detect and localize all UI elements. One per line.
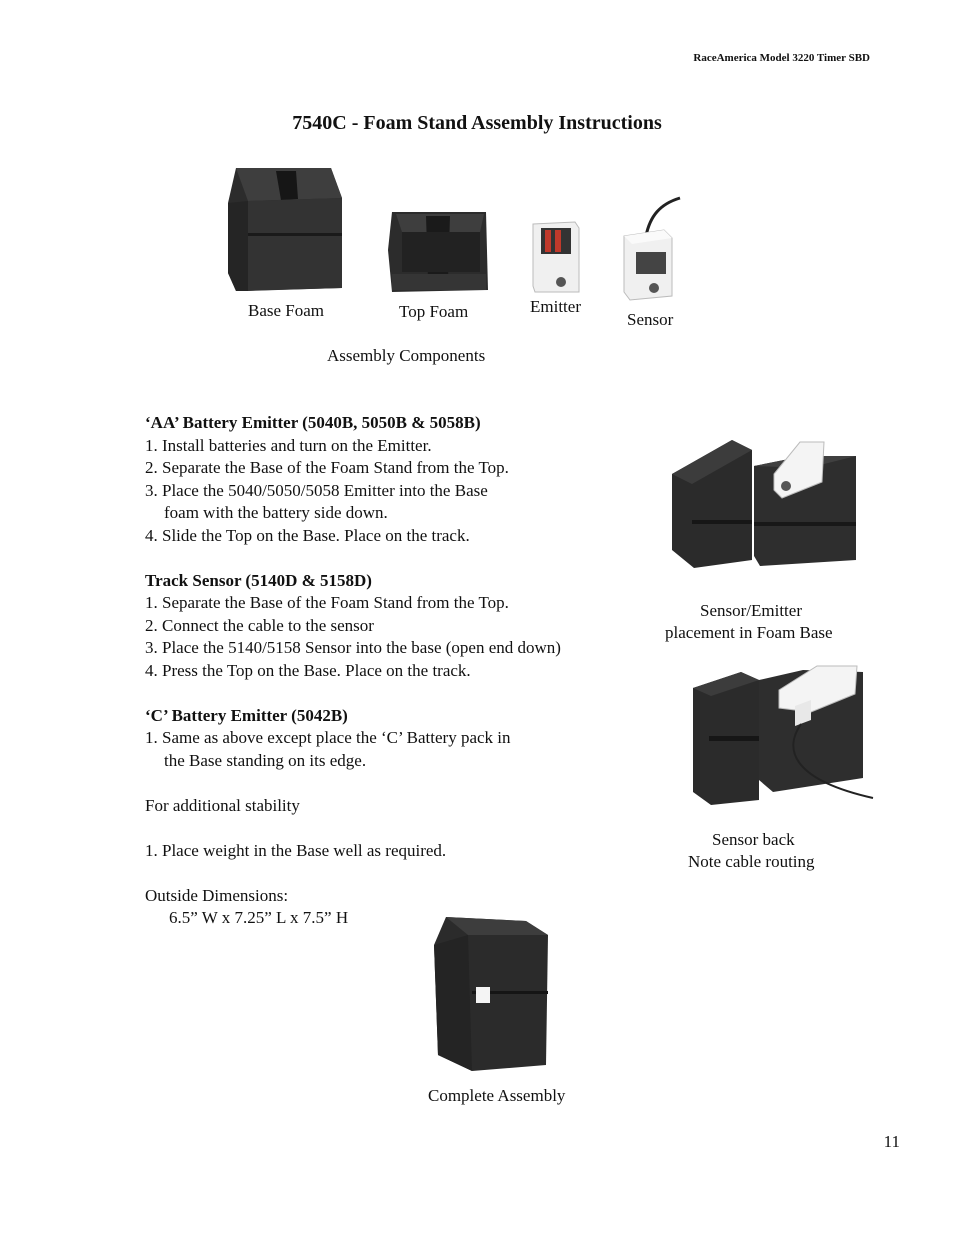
running-header: RaceAmerica Model 3220 Timer SBD <box>693 52 870 64</box>
c-heading: ‘C’ Battery Emitter (5042B) <box>145 705 348 725</box>
top-foam-image <box>388 210 490 294</box>
track-step-3: 3. Place the 5140/5158 Sensor into the base (open end down) <box>145 638 561 657</box>
emitter-image <box>531 220 581 294</box>
aa-step-4: 4. Slide the Top on the Base. Place on the track. <box>145 525 470 545</box>
complete-assembly-caption: Complete Assembly <box>428 1086 566 1105</box>
page-number: 11 <box>883 1132 900 1151</box>
base-foam-caption: Base Foam <box>248 301 325 320</box>
aa-step-3: 3. Place the 5040/5050/5058 Emitter into the Base <box>145 480 488 500</box>
aa-step-2: 2. Separate the Base of the Foam Stand from the Top. <box>145 458 509 477</box>
track-step-2: 2. Connect the cable to the sensor <box>145 615 374 635</box>
page-title: 7540C - Foam Stand Assembly Instructions <box>292 112 662 134</box>
placement-caption-2: placement in Foam Base <box>665 623 833 642</box>
dimensions-value: 6.5” W x 7.25” L x 7.5” H <box>169 908 349 927</box>
instructions-column <box>145 412 625 930</box>
track-step-4: 4. Press the Top on the Base. Place on the track. <box>145 660 471 680</box>
track-heading: Track Sensor (5140D & 5158D) <box>145 570 372 590</box>
complete-assembly-image <box>432 915 550 1071</box>
sensor-back-caption-2: Note cable routing <box>688 852 815 871</box>
assembly-components-caption: Assembly Components <box>327 346 486 365</box>
placement-image <box>670 438 858 568</box>
sensor-image <box>620 196 684 302</box>
track-step-1: 1. Separate the Base of the Foam Stand from the Top. <box>145 593 509 612</box>
sensor-back-image <box>683 660 873 805</box>
placement-caption-1: Sensor/Emitter <box>700 601 802 620</box>
aa-heading: ‘AA’ Battery Emitter (5040B, 5050B & 5058B) <box>145 413 481 432</box>
sensor-back-caption-1: Sensor back <box>712 830 795 849</box>
emitter-caption: Emitter <box>530 297 581 316</box>
dimensions-label: Outside Dimensions: <box>145 885 289 905</box>
c-step-1-cont: the Base standing on its edge. <box>164 750 367 770</box>
base-foam-image <box>226 163 344 293</box>
aa-step-3-cont: foam with the battery side down. <box>164 503 388 522</box>
aa-step-1: 1. Install batteries and turn on the Emitter. <box>145 435 432 455</box>
stability-intro: For additional stability <box>145 795 300 815</box>
stability-step: 1. Place weight in the Base well as required. <box>145 840 447 860</box>
c-step-1: 1. Same as above except place the ‘C’ Battery pack in <box>145 728 511 747</box>
top-foam-caption: Top Foam <box>399 302 469 321</box>
sensor-caption: Sensor <box>627 310 674 329</box>
